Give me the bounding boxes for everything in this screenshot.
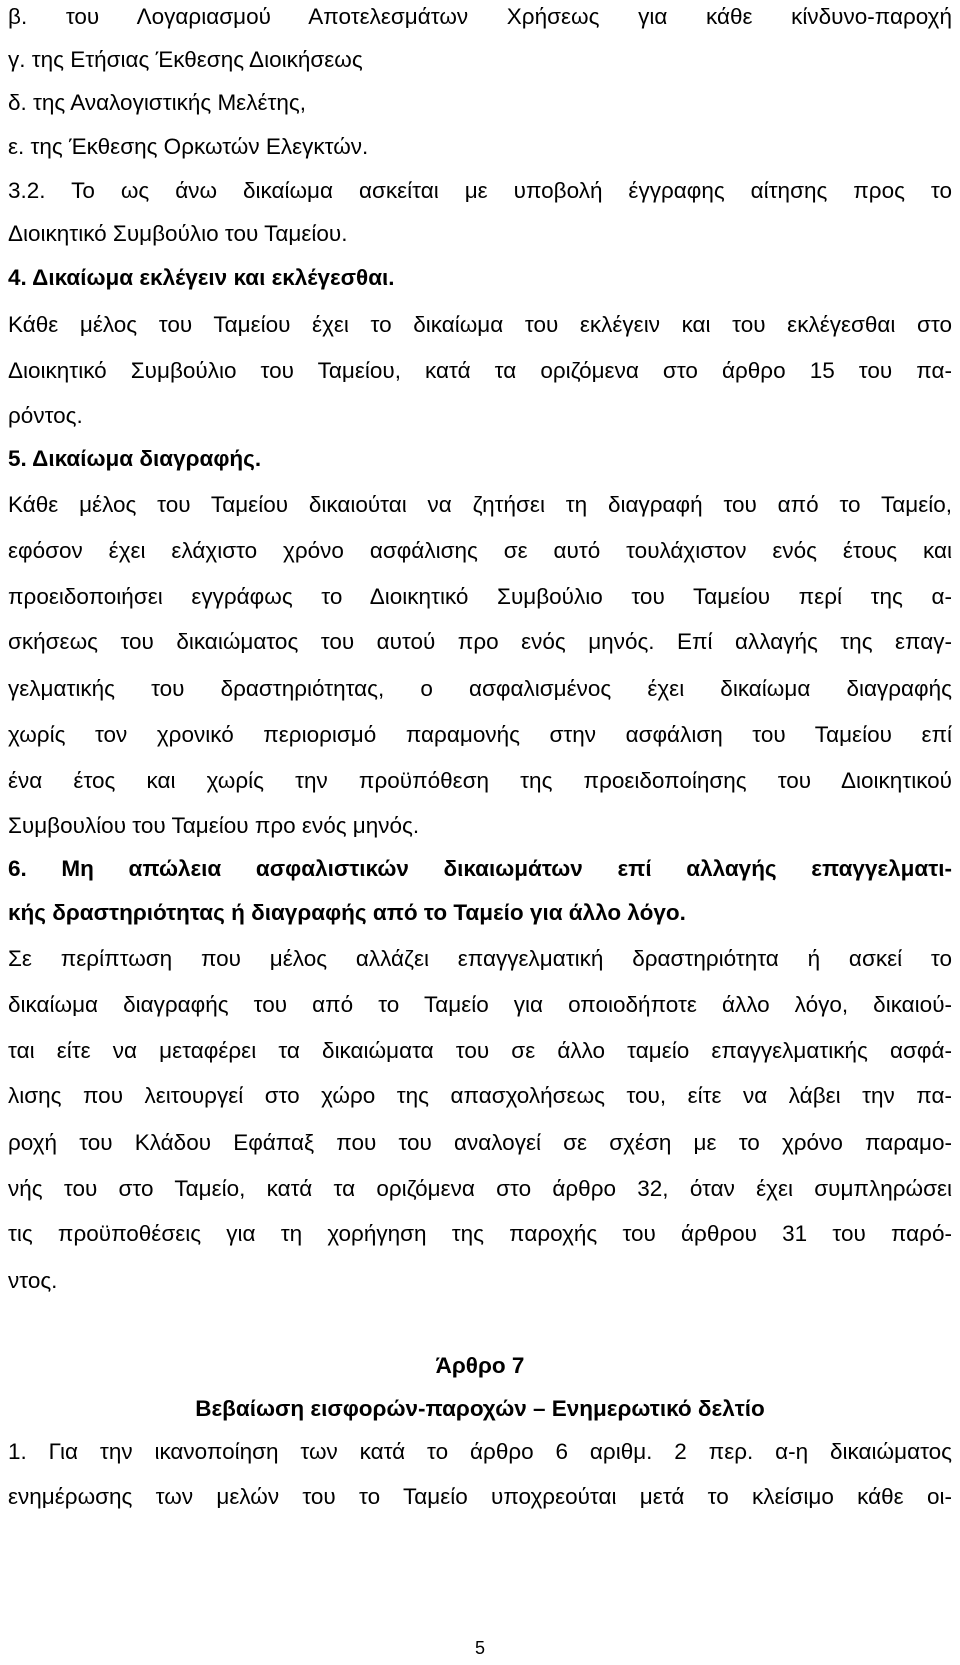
list-item-delta: δ. της Αναλογιστικής Μελέτης,: [8, 90, 306, 115]
section-5-line-2: εφόσον έχει ελάχιστο χρόνο ασφάλισης σε αυτό τουλάχιστον ενός έτους και: [8, 538, 952, 563]
section-6-line-3: ται είτε να μεταφέρει τα δικαιώματα του σε άλλο ταμείο επαγγελματικής ασφά-: [8, 1038, 952, 1063]
section-6-line-5: ροχή του Κλάδου Εφάπαξ που του αναλογεί σε σχέση με το χρόνο παραμο-: [8, 1130, 952, 1155]
section-6-line-6: νής του στο Ταμείο, κατά τα οριζόμενα στο άρθρο 32, όταν έχει συμπληρώσει: [8, 1176, 952, 1201]
section-6-line-7: τις προϋποθέσεις για τη χορήγηση της παροχής του άρθρου 31 του παρό-: [8, 1221, 952, 1246]
page-number: 5: [474, 1638, 485, 1658]
section-5-line-5: γελματικής του δραστηριότητας, ο ασφαλισμένος έχει δικαίωμα διαγραφής: [8, 676, 952, 701]
section-5-line-8: Συμβουλίου του Ταμείου προ ενός μηνός.: [8, 813, 420, 838]
section-5-line-1: Κάθε μέλος του Ταμείου δικαιούται να ζητήσει τη διαγραφή του από το Ταμείο,: [8, 492, 952, 517]
section-6-heading-line-1: 6. Μη απώλεια ασφαλιστικών δικαιωμάτων επί αλλαγής επαγγελματι-: [8, 856, 952, 881]
section-6-heading-line-2: κής δραστηριότητας ή διαγραφής από το Ταμείο για άλλο λόγο.: [8, 900, 686, 925]
article-7-line-2: ενημέρωσης των μελών του το Ταμείο υποχρεούται μετά το κλείσιμο κάθε οι-: [8, 1484, 952, 1509]
section-5-line-6: χωρίς τον χρονικό περιορισμό παραμονής στην ασφάλιση του Ταμείου επί: [8, 722, 952, 747]
section-6-line-2: δικαίωμα διαγραφής του από το Ταμείο για οποιοδήποτε άλλο λόγο, δικαιού-: [8, 992, 952, 1017]
list-item-beta: β. του Λογαριασμού Αποτελεσμάτων Χρήσεως για κάθε κίνδυνο-παροχή: [8, 4, 952, 29]
section-6-line-1: Σε περίπτωση που μέλος αλλάζει επαγγελματική δραστηριότητα ή ασκεί το: [8, 946, 952, 971]
section-3-2-line-1: 3.2. Το ως άνω δικαίωμα ασκείται με υποβολή έγγραφης αίτησης προς το: [8, 178, 952, 203]
section-6-line-4: λισης που λειτουργεί στο χώρο της απασχολήσεως του, είτε να λάβει την πα-: [8, 1083, 952, 1108]
article-7-title: Βεβαίωση εισφορών-παροχών – Ενημερωτικό δελτίο: [195, 1396, 765, 1421]
section-4-heading: 4. Δικαίωμα εκλέγειν και εκλέγεσθαι.: [8, 265, 395, 290]
article-7-number: Άρθρο 7: [435, 1353, 525, 1378]
section-4-line-3: ρόντος.: [8, 403, 83, 428]
section-5-line-7: ένα έτος και χωρίς την προϋπόθεση της προειδοποίησης του Διοικητικού: [8, 768, 952, 793]
section-5-heading: 5. Δικαίωμα διαγραφής.: [8, 446, 262, 471]
section-4-line-1: Κάθε μέλος του Ταμείου έχει το δικαίωμα του εκλέγειν και του εκλέγεσθαι στο: [8, 312, 952, 337]
section-5-line-4: σκήσεως του δικαιώματος του αυτού προ ενός μηνός. Επί αλλαγής της επαγ-: [8, 629, 952, 654]
section-5-line-3: προειδοποιήσει εγγράφως το Διοικητικό Συμβούλιο του Ταμείου περί της α-: [8, 584, 952, 609]
section-4-line-2: Διοικητικό Συμβούλιο του Ταμείου, κατά τα οριζόμενα στο άρθρο 15 του πα-: [8, 358, 952, 383]
section-6-line-8: ντος.: [8, 1268, 58, 1293]
list-item-epsilon: ε. της Έκθεσης Ορκωτών Ελεγκτών.: [8, 134, 369, 159]
section-3-2-line-2: Διοικητικό Συμβούλιο του Ταμείου.: [8, 221, 348, 246]
article-7-line-1: 1. Για την ικανοποίηση των κατά το άρθρο 6 αριθμ. 2 περ. α-η δικαιώματος: [8, 1439, 952, 1464]
list-item-gamma: γ. της Ετήσιας Έκθεσης Διοικήσεως: [8, 47, 363, 72]
